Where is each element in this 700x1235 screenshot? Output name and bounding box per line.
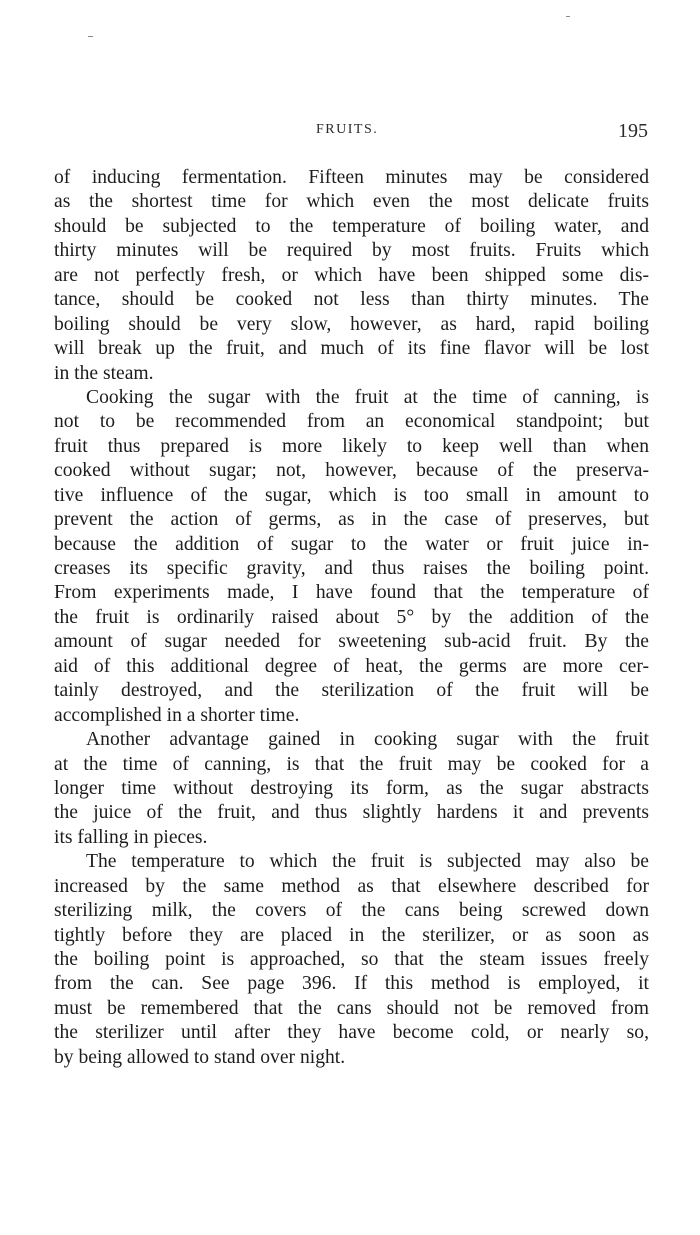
text-line: increased by the same method as that elsewhere described for [54, 875, 649, 897]
text-line: aid of this additional degree of heat, the germs are more cer- [54, 655, 649, 677]
text-line: its falling in pieces. [54, 826, 208, 848]
text-line: longer time without destroying its form, as the sugar abstracts [54, 777, 649, 799]
text-line: should be subjected to the temperature of boiling water, and [54, 215, 649, 237]
text-line: the fruit is ordinarily raised about 5° by the addition of the [54, 606, 649, 628]
paragraph [54, 386, 649, 728]
text-line: From experiments made, I have found that the temperature of [54, 582, 649, 604]
text-line: by being allowed to stand over night. [54, 1046, 346, 1068]
text-line: the sterilizer until after they have become cold, or nearly so, [54, 1022, 649, 1044]
text-line: must be remembered that the cans should not be removed from [54, 997, 649, 1019]
text-line: will break up the fruit, and much of its fine flavor will be lost [54, 338, 649, 360]
text-line: cooked without sugar; not, however, because of the preserva- [54, 460, 649, 482]
text-line: the boiling point is approached, so that the steam issues freely [54, 949, 649, 970]
text-line: in the steam. [54, 362, 154, 384]
print-speck [566, 16, 570, 17]
text-line: the juice of the fruit, and thus slightly hardens it and prevents [54, 802, 649, 824]
text-line: are not perfectly fresh, or which have been shipped some dis- [54, 264, 649, 286]
text-line: tightly before they are placed in the sterilizer, or as soon as [54, 924, 649, 946]
text-line: amount of sugar needed for sweetening sub-acid fruit. By the [54, 631, 649, 653]
text-line: not to be recommended from an economical standpoint; but [54, 411, 649, 433]
text-line: from the can. See page 396. If this method is employed, it [54, 973, 649, 995]
text-line: sterilizing milk, the covers of the cans being screwed down [54, 900, 649, 922]
text-line: creases its specific gravity, and thus raises the boiling point. [54, 558, 649, 579]
text-line: tive influence of the sugar, which is too small in amount to [54, 484, 649, 506]
running-title: FRUITS. [316, 122, 379, 137]
text-line: The temperature to which the fruit is subjected may also be [86, 851, 649, 873]
text-line: accomplished in a shorter time. [54, 704, 300, 726]
print-speck [88, 36, 93, 37]
body-text [54, 166, 649, 1070]
text-line: thirty minutes will be required by most fruits. Fruits which [54, 240, 649, 262]
paragraph [54, 728, 649, 850]
paragraph [54, 850, 649, 1070]
page-number: 195 [618, 120, 648, 142]
text-line: prevent the action of germs, as in the case of preserves, but [54, 509, 649, 531]
paragraph [54, 166, 649, 386]
running-head [54, 120, 650, 150]
text-line: fruit thus prepared is more likely to keep well than when [54, 435, 649, 457]
text-line: because the addition of sugar to the water or fruit juice in- [54, 533, 649, 555]
text-line: boiling should be very slow, however, as hard, rapid boiling [54, 313, 649, 335]
text-line: at the time of canning, is that the fruit may be cooked for a [54, 753, 649, 775]
text-line: Cooking the sugar with the fruit at the time of canning, is [86, 386, 649, 408]
text-line: as the shortest time for which even the most delicate fruits [54, 191, 649, 213]
text-line: tainly destroyed, and the sterilization of the fruit will be [54, 680, 649, 702]
text-line: tance, should be cooked not less than thirty minutes. The [54, 289, 649, 311]
text-line: of inducing fermentation. Fifteen minutes may be considered [54, 167, 649, 188]
text-line: Another advantage gained in cooking sugar with the fruit [86, 729, 649, 751]
